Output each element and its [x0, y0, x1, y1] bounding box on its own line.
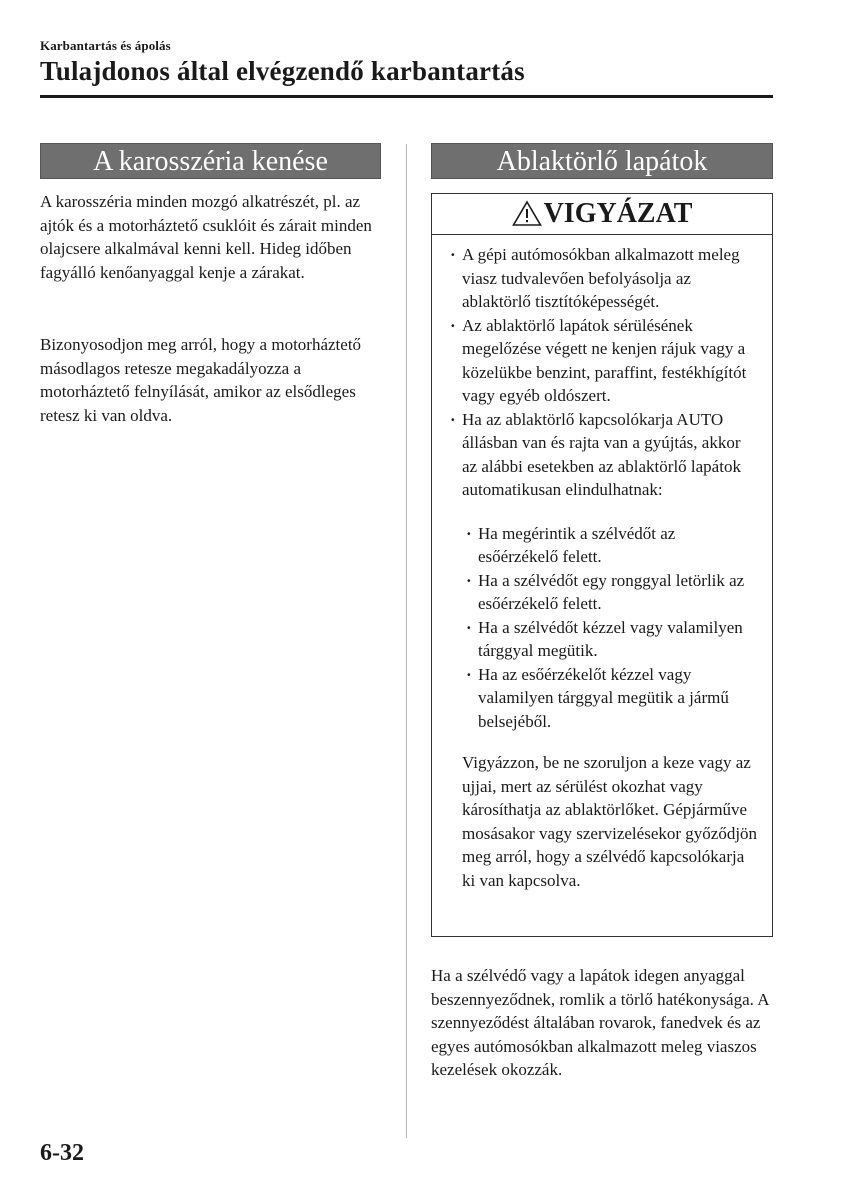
title-divider: [40, 95, 773, 98]
warning-triangle-icon: [512, 200, 542, 227]
caution-body: [432, 235, 772, 892]
breadcrumb: Karbantartás és ápolás: [40, 38, 171, 53]
caution-bullet: · Az ablaktörlő lapátok sérülésének megelőzése végett ne kenjen rájuk vagy a közelükbe benzint, paraffint, festékhígítót vagy egyéb oldószert.: [450, 314, 758, 408]
page-title: Tulajdonos által elvégzendő karbantartás: [40, 56, 525, 86]
caution-bullet: · Ha az ablaktörlő kapcsolókarja AUTO állásban van és rajta van a gyújtás, akkor az alábbi esetekben az ablaktörlő lapátok automatikusan elindulhatnak:: [450, 408, 758, 502]
caution-title: VIGYÁZAT: [543, 198, 693, 229]
caution-sub-list: [450, 522, 758, 734]
caution-header: [432, 194, 772, 235]
section-heading-body-lubrication: A karosszéria kenése: [40, 143, 381, 179]
column-divider: [406, 144, 407, 1138]
caution-bullet: · A gépi autómosókban alkalmazott meleg viasz tudvalevően befolyásolja az ablaktörlő tisztítóképességét.: [450, 243, 758, 314]
wiper-paragraph: Ha a szélvédő vagy a lapátok idegen anyaggal beszennyeződnek, romlik a törlő hatékonysága. A szennyeződést általában rovarok, fanedvek és az egyes autómosókban alkalmazott meleg viaszos kezelések okozzák.: [431, 966, 769, 1079]
caution-sub-bullet: · Ha az esőérzékelőt kézzel vagy valamilyen tárggyal megütik a jármű belsejéből.: [466, 663, 758, 734]
caution-sub-bullet: · Ha megérintik a szélvédőt az esőérzékelő felett.: [466, 522, 758, 569]
section-heading-wiper-blades: Ablaktörlő lapátok: [431, 143, 773, 179]
caution-sub-bullet: · Ha a szélvédőt kézzel vagy valamilyen tárggyal megütik.: [466, 616, 758, 663]
caution-box: [431, 193, 773, 937]
caution-note: Vigyázzon, be ne szoruljon a keze vagy az ujjai, mert az sérülést okozhat vagy károsíthatja az ablaktörlőket. Gépjárműve mosásakor vagy szervizelésekor győződjön meg arról, hogy a szélvédő kapcsolókarja ki van kapcsolva.: [462, 753, 758, 890]
caution-sub-bullet: · Ha a szélvédőt egy ronggyal letörlik az esőérzékelő felett.: [466, 569, 758, 616]
lubrication-paragraph-1: A karosszéria minden mozgó alkatrészét, pl. az ajtók és a motorháztető csuklóit és zárait minden olajcsere alkalmával kenni kell. Hideg időben fagyálló kenőanyaggal kenje a zárakat.: [40, 192, 372, 282]
lubrication-paragraph-2: Bizonyosodjon meg arról, hogy a motorháztető másodlagos retesze megakadályozza a motorháztető felnyílását, amikor az elsődleges retesz ki van oldva.: [40, 335, 362, 425]
page-number: 6-32: [40, 1140, 84, 1166]
